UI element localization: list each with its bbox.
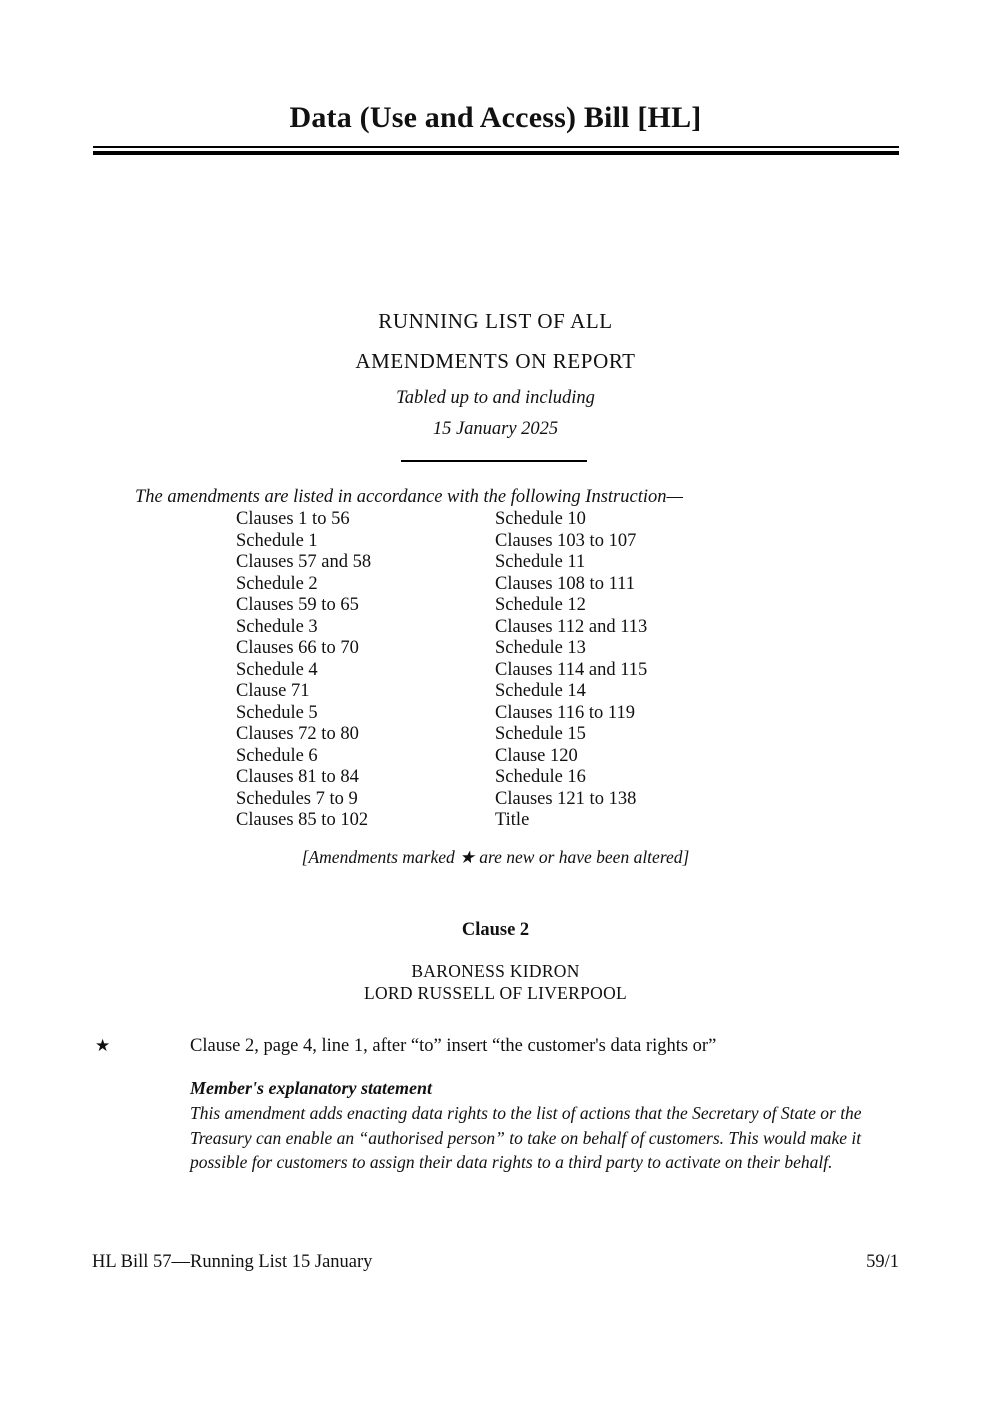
instruction-left-column — [236, 509, 495, 832]
list-item: Clauses 121 to 138 — [495, 788, 637, 809]
list-item: Schedules 7 to 9 — [236, 788, 358, 809]
list-item: Schedule 1 — [236, 530, 318, 551]
list-item: Title — [495, 810, 530, 830]
list-item: Schedule 4 — [236, 659, 318, 680]
list-item: Clauses 66 to 70 — [236, 638, 359, 658]
tabled-date: 15 January 2025 — [432, 419, 559, 439]
sponsor-names — [0, 960, 991, 1004]
clause-heading: Clause 2 — [461, 920, 530, 940]
list-item: Schedule 13 — [495, 638, 586, 658]
list-item: Clauses 112 and 113 — [495, 616, 648, 637]
list-item: Clauses 72 to 80 — [236, 724, 359, 744]
explanatory-statement-heading: Member's explanatory statement — [190, 1078, 432, 1098]
new-amendment-star-icon: ★ — [95, 1036, 111, 1055]
list-item: Schedule 15 — [495, 724, 586, 744]
list-item: Clauses 59 to 65 — [236, 595, 359, 615]
list-item: Schedule 11 — [495, 552, 586, 572]
instruction-intro: The amendments are listed in accordance with the following Instruction— — [135, 487, 683, 507]
document-heading — [0, 301, 991, 381]
list-item: Schedule 3 — [236, 616, 318, 637]
list-item: LORD RUSSELL OF LIVERPOOL — [363, 983, 628, 1003]
list-item: Clauses 114 and 115 — [495, 659, 648, 680]
list-item: BARONESS KIDRON — [411, 961, 580, 981]
list-item: Schedule 12 — [495, 595, 586, 615]
list-item: Schedule 10 — [495, 509, 586, 529]
instruction-right-column — [495, 509, 647, 832]
doc-heading-line1: RUNNING LIST OF ALL — [378, 309, 613, 333]
list-item: Clauses 116 to 119 — [495, 702, 635, 723]
list-item: Clauses 57 and 58 — [236, 552, 372, 572]
list-item: Clause 120 — [495, 745, 578, 766]
tabled-caption: Tabled up to and including — [396, 388, 595, 408]
list-item: Schedule 6 — [236, 745, 318, 766]
section-divider-rule — [401, 460, 587, 462]
bill-title: Data (Use and Access) Bill [HL] — [289, 101, 702, 134]
list-item: Schedule 16 — [495, 767, 586, 787]
instruction-order-list — [236, 509, 647, 832]
list-item: Schedule 2 — [236, 573, 318, 594]
list-item: Clause 71 — [236, 681, 310, 701]
amendment-text: Clause 2, page 4, line 1, after “to” insert “the customer's data rights or” — [190, 1036, 717, 1056]
list-item: Clauses 85 to 102 — [236, 810, 369, 830]
list-item: Clauses 108 to 111 — [495, 573, 635, 594]
footer-bill-reference: HL Bill 57—Running List 15 January — [92, 1252, 373, 1272]
list-item: Clauses 81 to 84 — [236, 767, 359, 787]
list-item: Schedule 14 — [495, 681, 586, 701]
doc-heading-line2: AMENDMENTS ON REPORT — [355, 349, 636, 373]
footer-page-number: 59/1 — [866, 1252, 899, 1272]
list-item: Clauses 103 to 107 — [495, 530, 637, 551]
explanatory-statement — [190, 1078, 898, 1175]
amendment-line — [92, 1036, 899, 1057]
list-item: Clauses 1 to 56 — [236, 509, 350, 529]
star-legend-note: [Amendments marked ★ are new or have been altered] — [301, 847, 690, 867]
title-double-rule — [93, 146, 899, 155]
tabled-date-block — [0, 383, 991, 445]
explanatory-statement-text: This amendment adds enacting data rights to the list of actions that the Secretary of State or the Treasury can enable an “authorised person” to take on behalf of customers. This would make it possible for customers to assign their data rights to a third party to activate on their behalf. — [190, 1103, 862, 1172]
page-footer — [92, 1252, 899, 1273]
list-item: Schedule 5 — [236, 702, 318, 723]
